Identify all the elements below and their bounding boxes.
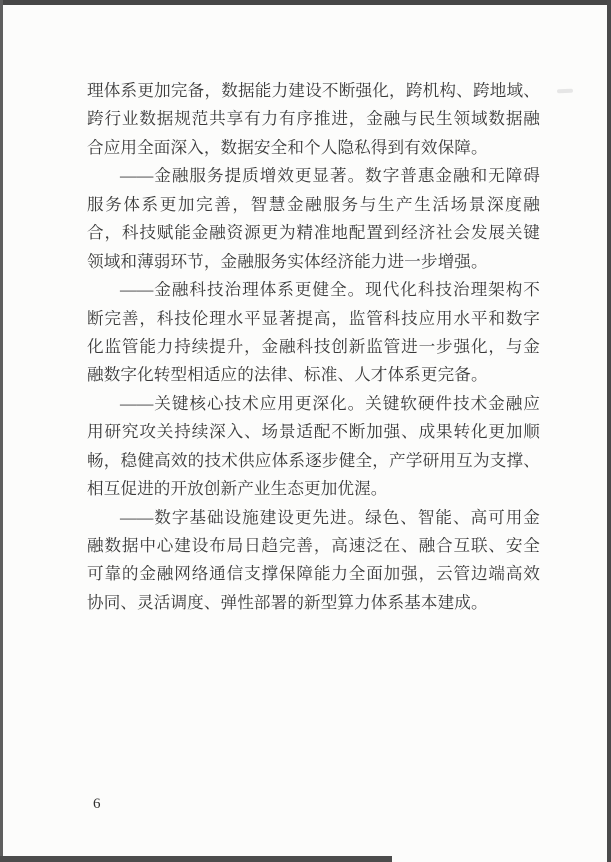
- text-line: 相互促进的开放创新产业生态更加优渥。: [87, 479, 388, 499]
- text-line: 可靠的金融网络通信支撑保障能力全面加强，云管边端高效: [87, 564, 540, 584]
- text-line: 融数据中心建设布局日趋完善，高速泛在、融合互联、安全: [87, 536, 540, 555]
- text-line: 畅，稳健高效的技术供应体系逐步健全，产学研用互为支撑、: [87, 450, 540, 470]
- text-line: 服务体系更加完善，智慧金融服务与生产生活场景深度融: [87, 194, 540, 214]
- text-line: 融数字化转型相适应的法律、标准、人才体系更完备。: [87, 365, 488, 385]
- text-line: ——金融科技治理体系更健全。现代化科技治理架构不: [120, 280, 540, 300]
- text-body: [87, 77, 540, 617]
- text-line: 合，科技赋能金融资源更为精准地配置到经济社会发展关键: [87, 223, 540, 243]
- text-line: 跨行业数据规范共享有力有序推进，金融与民生领域数据融: [87, 109, 540, 129]
- text-line: 断完善，科技伦理水平显著提高，监管科技应用水平和数字: [87, 308, 540, 328]
- scan-edge-bottom: [0, 856, 392, 862]
- paragraph: [87, 276, 540, 390]
- text-line: 合应用全面深入，数据安全和个人隐私得到有效保障。: [87, 137, 488, 157]
- text-line: 领域和薄弱环节，金融服务实体经济能力进一步增强。: [87, 251, 488, 271]
- paragraph: [87, 162, 540, 276]
- scan-edge-left: [0, 0, 3, 862]
- text-line: 化监管能力持续提升，金融科技创新监管进一步强化，与金: [87, 336, 540, 356]
- page-number: 6: [93, 796, 101, 812]
- paragraph: [87, 77, 540, 162]
- paragraph: [87, 504, 540, 618]
- text-line: 协同、灵活调度、弹性部署的新型算力体系基本建成。: [87, 592, 488, 612]
- text-line: ——关键核心技术应用更深化。关键软硬件技术金融应: [120, 393, 540, 413]
- scan-smudge-artifact: [557, 89, 573, 94]
- text-line: 理体系更加完备，数据能力建设不断强化，跨机构、跨地域、: [87, 81, 540, 100]
- text-line: 用研究攻关持续深入、场景适配不断加强、成果转化更加顺: [87, 422, 540, 442]
- scan-edge-right: [607, 0, 611, 862]
- text-line: ——数字基础设施建设更先进。绿色、智能、高可用金: [120, 507, 540, 527]
- scan-edge-top: [0, 0, 611, 5]
- paragraph: [87, 390, 540, 504]
- text-line: ——金融服务提质增效更显著。数字普惠金融和无障碍: [120, 166, 540, 186]
